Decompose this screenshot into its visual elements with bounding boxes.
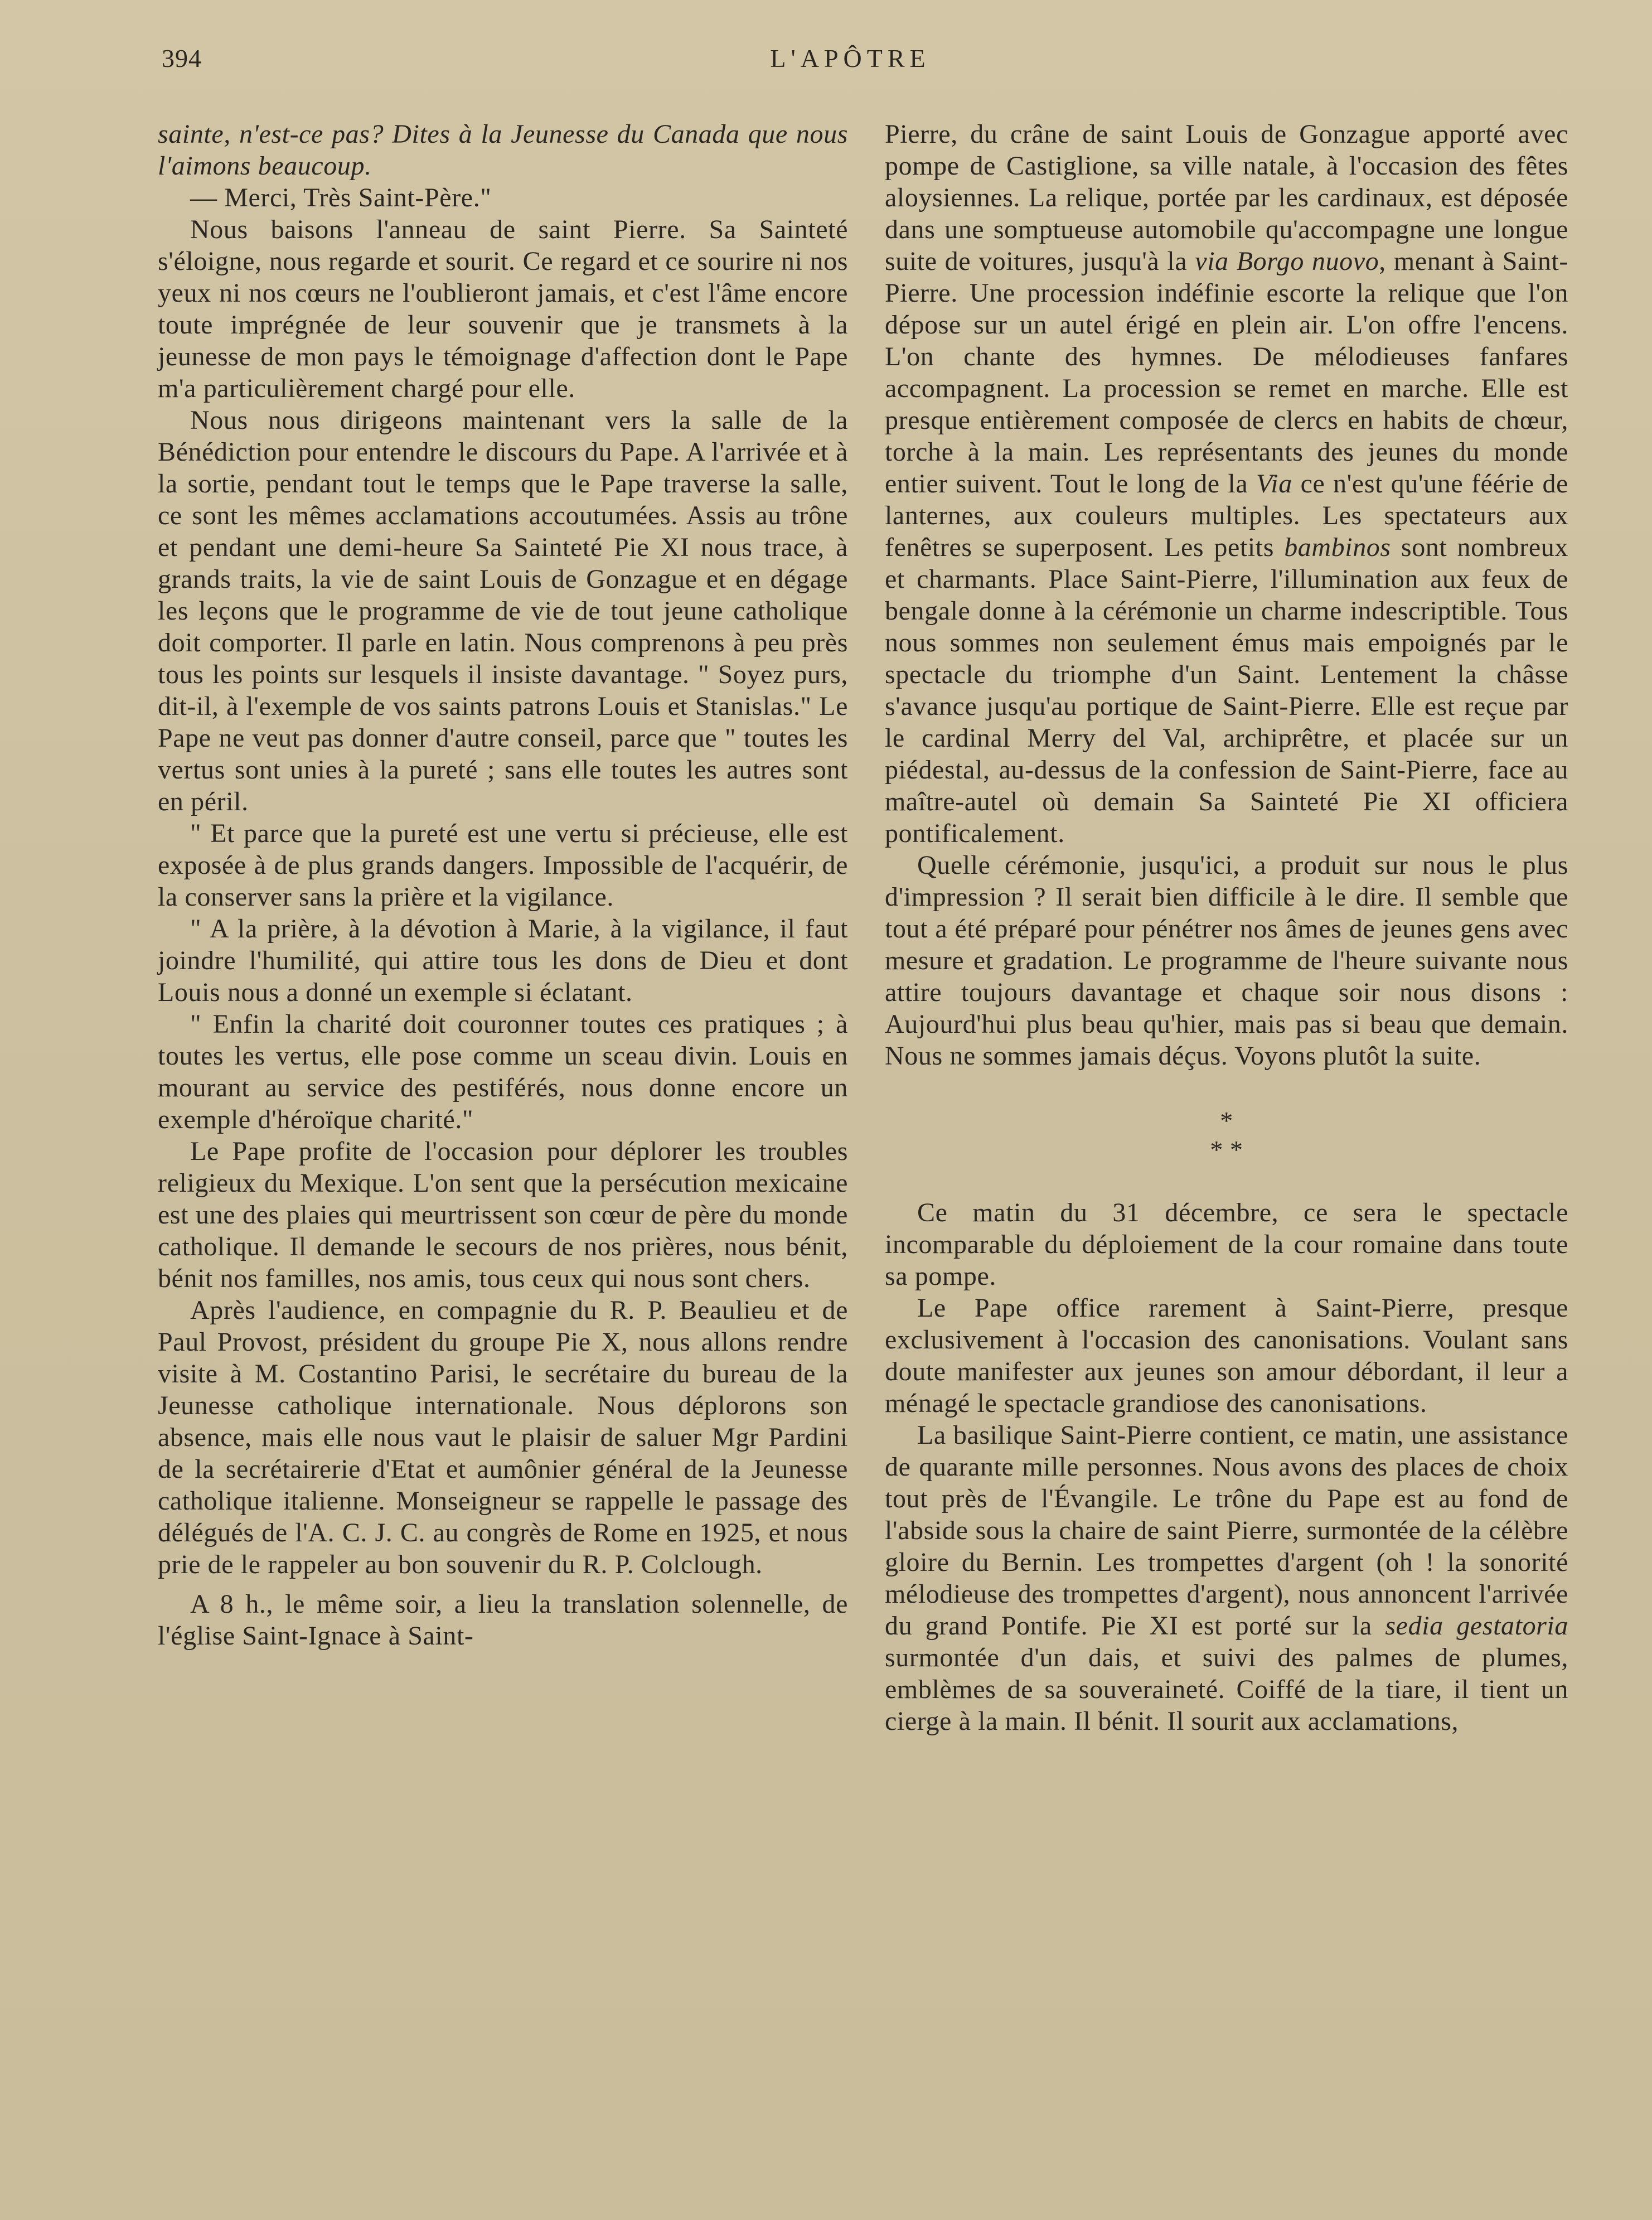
paragraph: Quelle cérémonie, jusqu'ici, a produit sur nous le plus d'impression ? Il serait bien difficile à le dire. Il semble que tout a été préparé pour pénétrer nos âmes de jeunes gens avec mesure et gradation. Le programme de l'heure suivante nous attire toujours davantage et chaque soir nous disons : Aujourd'hui plus beau qu'hier, mais pas si beau que demain. Nous ne sommes jamais déçus. Voyons plutôt la suite. xyxy=(885,850,1568,1071)
paragraph: " A la prière, à la dévotion à Marie, à la vigilance, il faut joindre l'humilité, qui attire tous les dons de Dieu et dont Louis nous a donné un exemple si éclatant. xyxy=(158,914,848,1007)
paragraph xyxy=(885,1419,1568,1737)
paragraph: Nous baisons l'anneau de saint Pierre. Sa Sainteté s'éloigne, nous regarde et sourit. Ce regard et ce sourire ni nos yeux ni nos cœurs ne l'oublieront jamais, et c'est l'âme encore toute imprégnée de leur souvenir que je transmets à la jeunesse de mon pays le témoignage d'affection dont le Pape m'a particulièrement chargé pour elle. xyxy=(158,215,848,403)
italic-term: bambinos xyxy=(1284,533,1391,562)
right-column xyxy=(885,118,1568,1737)
running-title: L'APÔTRE xyxy=(770,44,931,72)
left-column xyxy=(158,118,848,1652)
asterisk-bottom: * * xyxy=(1210,1135,1243,1164)
paragraph: sainte, n'est-ce pas? Dites à la Jeunesse du Canada que nous l'aimons beaucoup. xyxy=(158,119,848,181)
paragraph: Nous nous dirigeons maintenant vers la salle de la Bénédiction pour entendre le discours du Pape. A l'arrivée et à la sortie, pendant tout le temps que le Pape traverse la salle, ce sont les mêmes acclamations accoutumées. Assis au trône et pendant une demi-heure Sa Sainteté Pie XI nous trace, à grands traits, la vie de saint Louis de Gonzague et en dégage les leçons que le programme de vie de tout jeune catholique doit comporter. Il parle en latin. Nous comprenons à peu près tous les points sur lesquels il insiste davantage. " Soyez purs, dit-il, à l'exemple de vos saints patrons Louis et Stanislas." Le Pape ne veut pas donner d'autre conseil, parce que " toutes les vertus sont unies à la pureté ; sans elle toutes les autres sont en péril. xyxy=(158,405,848,816)
text-run: ce n'est qu'une féérie de lanternes, aux couleurs multiples. Les spectateurs aux fenêtres se superposent. Les petits xyxy=(885,469,1568,562)
text-run: surmontée d'un dais, et suivi des palmes de plumes, emblèmes de sa souveraineté. Coiffé de la tiare, il tient un cierge à la main. Il bénit. Il sourit aux acclamations, xyxy=(885,1643,1568,1736)
asterisk-top: * xyxy=(1220,1106,1233,1135)
text-run: , menant à Saint-Pierre. Une procession indéfinie escorte la relique que l'on dépose sur un autel érigé en plein air. L'on offre l'encens. L'on chante des hymnes. De mélodieuses fanfares accompagnent. La procession se remet en marche. Elle est presque entièrement composée de clercs en habits de chœur, torche à la main. Les représentants des jeunes du monde entier suivent. Tout le long de la xyxy=(885,246,1568,499)
paragraph: Ce matin du 31 décembre, ce sera le spectacle incomparable du déploiement de la cour romaine dans toute sa pompe. xyxy=(885,1198,1568,1291)
page-number: 394 xyxy=(162,44,202,72)
page-header xyxy=(162,43,1539,83)
text-run: Pierre, du crâne de saint Louis de Gonzague apporté avec pompe de Castiglione, sa ville natale, à l'occasion des fêtes aloysiennes. La relique, portée par les cardinaux, est déposée dans une somptueuse automobile qu'accompagne une longue suite de voitures, jusqu'à la xyxy=(885,119,1568,276)
section-separator xyxy=(885,1106,1568,1164)
paragraph xyxy=(885,118,1568,849)
paragraph: Le Pape office rarement à Saint-Pierre, presque exclusivement à l'occasion des canonisations. Voulant sans doute manifester aux jeunes son amour débordant, il leur a ménagé le spectacle grandiose des canonisations. xyxy=(885,1293,1568,1418)
paragraph: Le Pape profite de l'occasion pour déplorer les troubles religieux du Mexique. L'on sent que la persécution mexicaine est une des plaies qui meurtrissent son cœur de père du monde catholique. Il demande le secours de nos prières, nous bénit, bénit nos familles, nos amis, tous ceux qui nous sont chers. xyxy=(158,1136,848,1293)
paragraph: " Enfin la charité doit couronner toutes ces pratiques ; à toutes les vertus, elle pose comme un sceau divin. Louis en mourant au service des pestiférés, nous donne encore un exemple d'héroïque charité." xyxy=(158,1009,848,1134)
text-run: La basilique Saint-Pierre contient, ce matin, une assistance de quarante mille personnes. Nous avons des places de choix tout près de l'Évangile. Le trône du Pape est au fond de l'abside sous la chaire de saint Pierre, surmontée de la célèbre gloire du Bernin. Les trompettes d'argent (oh ! la sonorité mélodieuse des trompettes d'argent), nous annoncent l'arrivée du grand Pontife. Pie XI est porté sur la xyxy=(885,1420,1568,1641)
italic-term: Via xyxy=(1256,469,1292,499)
paragraph: — Merci, Très Saint-Père." xyxy=(190,183,492,212)
italic-term: via Borgo nuovo xyxy=(1195,246,1379,276)
paragraph: " Et parce que la pureté est une vertu si précieuse, elle est exposée à de plus grands dangers. Impossible de l'acquérir, de la conserver sans la prière et la vigilance. xyxy=(158,819,848,912)
paragraph: Après l'audience, en compagnie du R. P. Beaulieu et de Paul Provost, président du groupe Pie X, nous allons rendre visite à M. Costantino Parisi, le secrétaire du bureau de la Jeunesse catholique internationale. Nous déplorons son absence, mais elle nous vaut le plaisir de saluer Mgr Pardini de la secrétairerie d'Etat et aumônier général de la Jeunesse catholique italienne. Monseigneur se rappelle le passage des délégués de l'A. C. J. C. au congrès de Rome en 1925, et nous prie de le rappeler au bon souvenir du R. P. Colclough. xyxy=(158,1295,848,1579)
text-run: sont nombreux et charmants. Place Saint-Pierre, l'illumination aux feux de bengale donne à la cérémonie un charme indescriptible. Tous nous sommes non seulement émus mais empoignés par le spectacle du triomphe d'un Saint. Lentement la châsse s'avance jusqu'au portique de Saint-Pierre. Elle est reçue par le cardinal Merry del Val, archiprêtre, et placée sur un piédestal, au-dessus de la confession de Saint-Pierre, face au maître-autel où demain Sa Sainteté Pie XI officiera pontificalement. xyxy=(885,533,1568,848)
italic-term: sedia gestatoria xyxy=(1385,1611,1568,1641)
paragraph: A 8 h., le même soir, a lieu la translation solennelle, de l'église Saint-Ignace à Saint- xyxy=(158,1589,848,1651)
